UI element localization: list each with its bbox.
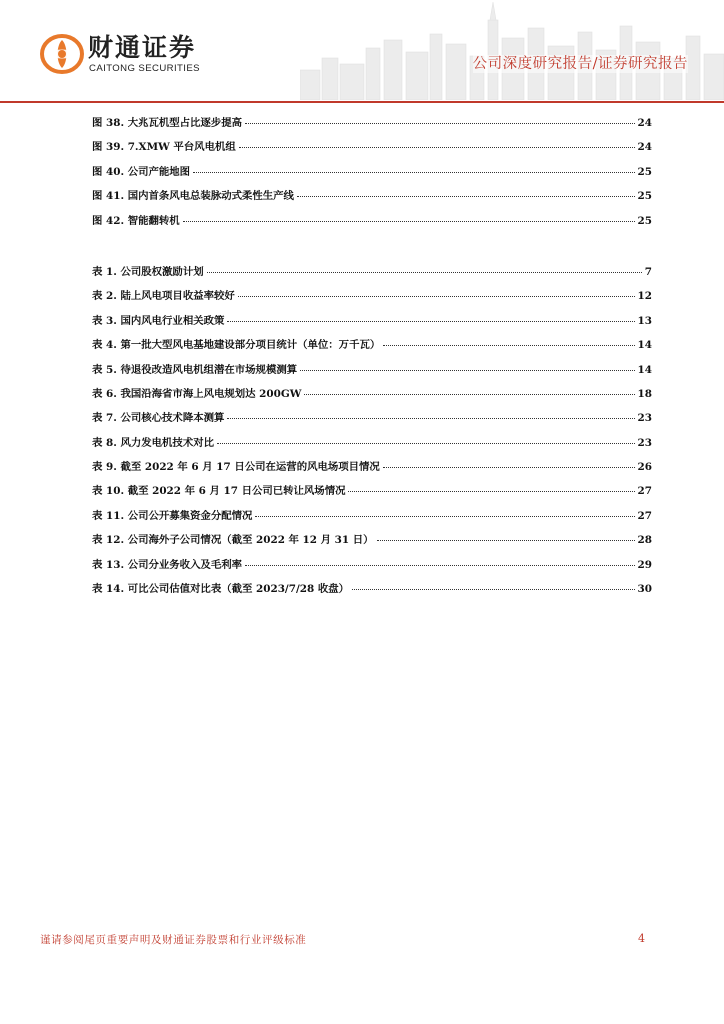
dot-leader	[207, 272, 642, 273]
toc-entry[interactable]	[92, 434, 652, 458]
toc-entry-page: 30	[637, 583, 652, 596]
dot-leader	[300, 370, 634, 371]
toc-entry-title: 表 1. 公司股权激励计划	[92, 265, 204, 278]
toc-entry[interactable]	[92, 312, 652, 336]
toc-entry-title: 表 7. 公司核心技术降本测算	[92, 412, 225, 425]
toc-entry[interactable]	[92, 287, 652, 311]
dot-leader	[383, 467, 635, 468]
dot-leader	[377, 540, 635, 541]
toc-entry[interactable]	[92, 531, 652, 555]
toc-entry-page: 23	[637, 436, 652, 449]
toc-entry-title: 图 38. 大兆瓦机型占比逐步提高	[92, 117, 242, 129]
toc-entry-title: 表 10. 截至 2022 年 6 月 17 日公司已转让风场情况	[92, 485, 346, 498]
toc-entry-page: 18	[637, 387, 652, 400]
toc-entry-page: 14	[637, 363, 652, 376]
city-skyline-illustration	[300, 0, 724, 100]
toc-entry[interactable]	[92, 361, 652, 385]
table-list	[92, 263, 652, 604]
header-divider	[0, 101, 724, 103]
toc-entry[interactable]	[92, 507, 652, 531]
toc-entry-title: 图 41. 国内首条风电总装脉动式柔性生产线	[92, 190, 294, 203]
toc-entry[interactable]	[92, 212, 652, 236]
dot-leader	[383, 345, 634, 346]
dot-leader	[304, 394, 634, 395]
toc-entry[interactable]	[92, 163, 652, 187]
toc-entry-title: 表 13. 公司分业务收入及毛利率	[92, 558, 242, 571]
toc-entry[interactable]	[92, 556, 652, 580]
footer-disclaimer: 谨请参阅尾页重要声明及财通证券股票和行业评级标准	[40, 934, 307, 946]
toc-entry-title: 表 2. 陆上风电项目收益率较好	[92, 290, 235, 303]
toc-entry-title: 图 39. 7.XMW 平台风电机组	[92, 141, 236, 154]
toc-entry[interactable]	[92, 409, 652, 433]
toc-entry-page: 24	[637, 117, 652, 129]
toc-entry-page: 27	[637, 509, 652, 522]
dot-leader	[245, 565, 635, 566]
figure-list	[92, 114, 652, 236]
report-type-label: 公司深度研究报告/证券研究报告	[472, 56, 688, 72]
dot-leader	[193, 172, 634, 173]
toc-entry-page: 28	[637, 534, 652, 547]
table-of-contents	[92, 114, 652, 631]
toc-entry-title: 表 12. 公司海外子公司情况（截至 2022 年 12 月 31 日）	[92, 534, 374, 547]
dot-leader	[227, 321, 634, 322]
dot-leader	[245, 123, 635, 124]
toc-entry-title: 表 3. 国内风电行业相关政策	[92, 314, 225, 327]
toc-entry[interactable]	[92, 482, 652, 506]
toc-entry-page: 25	[637, 165, 652, 178]
toc-entry[interactable]	[92, 138, 652, 162]
toc-entry-title: 表 11. 公司公开募集资金分配情况	[92, 509, 253, 522]
toc-entry-title: 表 6. 我国沿海省市海上风电规划达 200GW	[92, 387, 302, 400]
dot-leader	[352, 589, 635, 590]
toc-entry-page: 25	[637, 214, 652, 227]
toc-entry[interactable]	[92, 385, 652, 409]
toc-entry[interactable]	[92, 263, 652, 287]
page-header	[0, 0, 724, 104]
toc-entry-title: 图 40. 公司产能地图	[92, 165, 191, 178]
toc-entry-page: 27	[637, 485, 652, 498]
toc-entry-page: 25	[637, 190, 652, 203]
dot-leader	[239, 147, 635, 148]
dot-leader	[227, 418, 634, 419]
logo-text-en: CAITONG SECURITIES	[89, 63, 200, 74]
caitong-logo-icon	[40, 34, 84, 74]
toc-entry[interactable]	[92, 114, 652, 138]
toc-entry[interactable]	[92, 336, 652, 360]
dot-leader	[217, 443, 635, 444]
logo-text-cn: 财通证券	[88, 33, 197, 62]
toc-entry-page: 13	[637, 314, 652, 327]
toc-entry-page: 12	[637, 290, 652, 303]
toc-entry[interactable]	[92, 458, 652, 482]
toc-entry-title: 表 14. 可比公司估值对比表（截至 2023/7/28 收盘）	[92, 583, 349, 596]
page-number: 4	[638, 932, 645, 945]
toc-entry-page: 26	[637, 461, 652, 474]
toc-entry-title: 图 42. 智能翻转机	[92, 214, 180, 227]
toc-entry-page: 14	[637, 339, 652, 352]
toc-entry[interactable]	[92, 187, 652, 211]
toc-entry-title: 表 9. 截至 2022 年 6 月 17 日公司在运营的风电场项目情况	[92, 461, 380, 474]
toc-entry-title: 表 4. 第一批大型风电基地建设部分项目统计（单位：万千瓦）	[92, 339, 381, 352]
toc-entry-page: 29	[637, 558, 652, 571]
toc-entry-page: 24	[637, 141, 652, 154]
dot-leader	[183, 221, 635, 222]
dot-leader	[348, 491, 634, 492]
toc-entry[interactable]	[92, 580, 652, 604]
toc-entry-title: 表 8. 风力发电机技术对比	[92, 436, 214, 449]
dot-leader	[255, 516, 634, 517]
toc-entry-page: 23	[637, 412, 652, 425]
dot-leader	[297, 196, 635, 197]
dot-leader	[238, 296, 635, 297]
toc-entry-page: 7	[644, 265, 652, 278]
toc-entry-title: 表 5. 待退役改造风电机组潜在市场规模测算	[92, 363, 298, 376]
